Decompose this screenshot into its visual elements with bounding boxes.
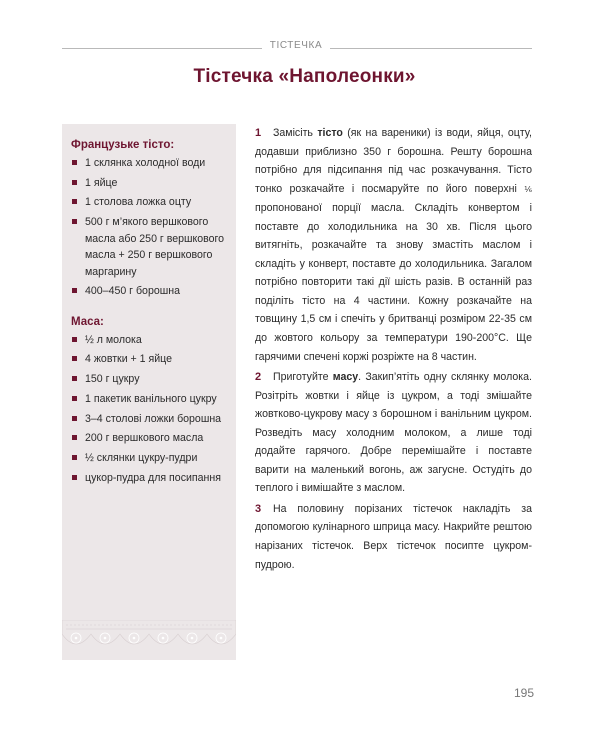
dough-ingredient-list bbox=[71, 155, 231, 300]
bullet-icon bbox=[72, 356, 77, 361]
fraction: ⅙ bbox=[524, 184, 532, 194]
ingredient-item: 200 г вершкового масла bbox=[71, 430, 231, 447]
ingredients-sidebar bbox=[62, 124, 236, 660]
bold-keyword: тісто bbox=[317, 127, 343, 139]
dough-heading: Французьке тісто: bbox=[71, 139, 175, 151]
ingredient-item: ½ склянки цукру-пудри bbox=[71, 450, 231, 467]
instructions-column bbox=[255, 124, 532, 576]
lace-border-decoration bbox=[62, 620, 236, 660]
section-label: ТІСТЕЧКА bbox=[269, 40, 323, 51]
bold-keyword: масу bbox=[332, 371, 359, 384]
header-rule-right bbox=[330, 48, 532, 49]
bullet-icon bbox=[72, 288, 77, 293]
ingredient-item: 400–450 г борошна bbox=[71, 283, 231, 300]
recipe-title: Тістечка «Наполеонки» bbox=[193, 66, 416, 87]
step-2: 2 Приготуйте масу. Закип’ятіть одну склянку молока. Розітріть жовтки і яйце із цукром, а тоді змішайте жовтково-цукрову масу з борошном і ванільним цукром. Розведіть масу холодним молоком, а лише тоді додайте гарячого. Добре перемішайте і поставте варити на маленький вогонь, аж загусне. Остудіть до теплого і вимішайте з маслом. bbox=[255, 368, 532, 498]
step-number: 2 bbox=[255, 371, 262, 384]
ingredient-item: цукор-пудра для посипання bbox=[71, 470, 231, 487]
cream-ingredient-list bbox=[71, 332, 231, 486]
ingredient-item: 1 пакетик ванільного цукру bbox=[71, 391, 231, 408]
bullet-icon bbox=[72, 219, 77, 224]
bullet-icon bbox=[72, 376, 77, 381]
ingredient-item: ½ л молока bbox=[71, 332, 231, 349]
ingredient-item: 4 жовтки + 1 яйце bbox=[71, 351, 231, 368]
bullet-icon bbox=[72, 396, 77, 401]
ingredient-item: 1 столова ложка оцту bbox=[71, 194, 231, 211]
ingredient-item: 1 яйце bbox=[71, 175, 231, 192]
ingredient-item: 150 г цукру bbox=[71, 371, 231, 388]
bullet-icon bbox=[72, 180, 77, 185]
step-number: 3 bbox=[255, 502, 262, 515]
header-rule-left bbox=[62, 48, 262, 49]
bullet-icon bbox=[72, 435, 77, 440]
cream-heading: Маса: bbox=[71, 315, 104, 328]
ingredient-item: 500 г м’якого вершкового масла або 250 г вершкового масла + 250 г вершкового маргарину bbox=[71, 214, 231, 280]
step-3: 3 На половину порізаних тістечок накладіть за допомогою кулінарного шприца масу. Накрийте рештою нарізаних тістечок. Верх тістечок посипте цукром-пудрою. bbox=[255, 500, 532, 574]
bullet-icon bbox=[72, 416, 77, 421]
step-1: 1 Замісіть тісто (як на вареники) із води, яйця, оцту, додавши приблизно 350 г борошна. Решту борошна потрібно для підсипання під час розкачування. Тісто тонко розкачайте і посмаруйте по його поверхні ⅙ пропонованої порції масла. Складіть конвертом і поставте до холодильника на 30 хв. Після цього витягніть, розкачайте та знову змастіть маслом і складіть у конверт, поставте до холодильника. Загалом потрібно повторити такі дії шість разів. В останній раз поділіть тісто на 4 частини. Кожну розкачайте на товщину 1,5 см і спечіть у бритванці розміром 22-35 см до жовтого кольору за температури 190-200°С. Ще гарячими спечені коржі розріжте на 8 частин. bbox=[255, 124, 532, 366]
page-number: 195 bbox=[514, 686, 535, 700]
step-number: 1 bbox=[255, 127, 262, 139]
bullet-icon bbox=[72, 455, 77, 460]
bullet-icon bbox=[72, 475, 77, 480]
ingredient-item: 1 склянка холодної води bbox=[71, 155, 231, 172]
bullet-icon bbox=[72, 337, 77, 342]
bullet-icon bbox=[72, 160, 77, 165]
ingredient-item: 3–4 столові ложки борошна bbox=[71, 411, 231, 428]
bullet-icon bbox=[72, 199, 77, 204]
